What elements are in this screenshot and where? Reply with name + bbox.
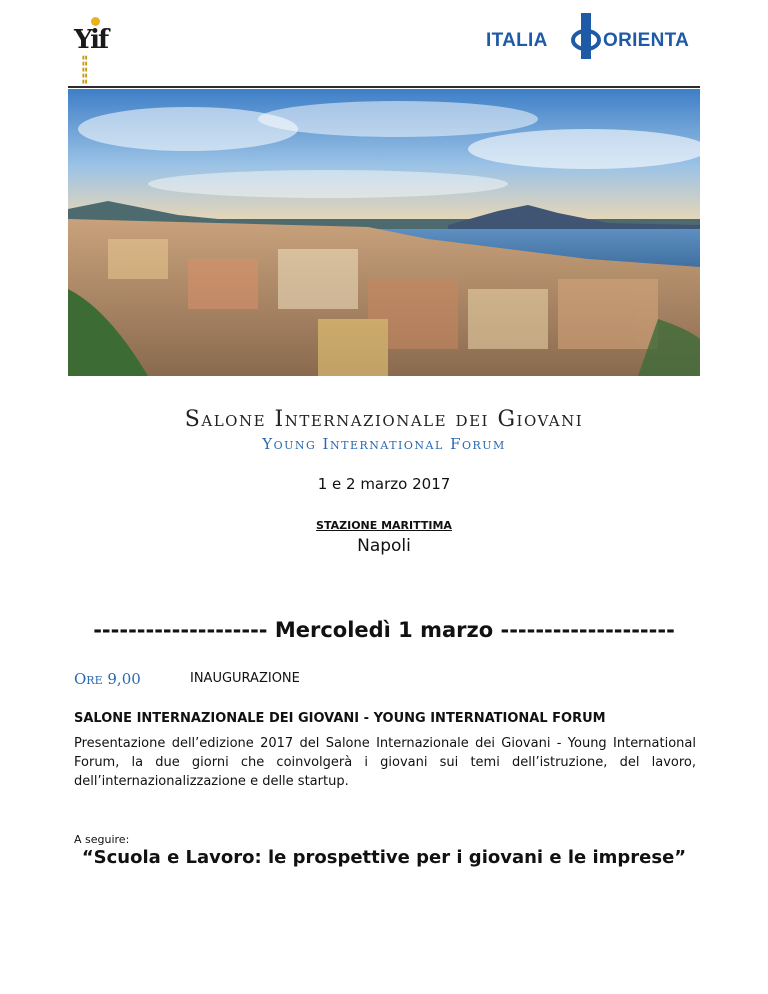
hero-image	[68, 89, 700, 376]
italia-orienta-logo	[486, 12, 696, 60]
description-paragraph: Presentazione dell’edizione 2017 del Salone Internazionale dei Giovani - Young International Forum, la due giorni che coinvolgerà i giovani sui temi dell’istruzione, del lavoro, dell’internazionalizzazione e delle startup.	[74, 736, 696, 789]
schedule-time: Ore 9,00	[74, 670, 141, 688]
yif-logo	[74, 15, 114, 87]
event-city: Napoli	[357, 536, 411, 556]
day-heading: -------------------- Mercoledì 1 marzo --------------------	[93, 618, 675, 642]
yif-logo-letters: Yif	[74, 25, 108, 55]
italia-orienta-logo-left: ITALIA	[486, 30, 548, 51]
schedule-event: INAUGURAZIONE	[190, 671, 300, 686]
header-divider	[68, 86, 700, 88]
yif-logo-tagline-icon: ▮▮ ▮▮ ▮▮ ▮▮ ▮▮	[82, 55, 88, 85]
follow-label: A seguire:	[74, 833, 130, 846]
event-subtitle: Young International Forum	[262, 435, 506, 453]
talk-title: “Scuola e Lavoro: le prospettive per i giovani e le imprese”	[81, 847, 687, 868]
event-title: Salone Internazionale dei Giovani	[184, 407, 584, 432]
event-venue: STAZIONE MARITTIMA	[316, 519, 452, 532]
event-dates: 1 e 2 marzo 2017	[317, 475, 451, 493]
italia-orienta-logo-right: ORIENTA	[603, 30, 690, 51]
section-title: SALONE INTERNAZIONALE DEI GIOVANI - YOUNG INTERNATIONAL FORUM	[74, 711, 606, 726]
naples-panorama-icon	[68, 89, 700, 376]
italia-orienta-emblem-icon	[571, 12, 601, 60]
